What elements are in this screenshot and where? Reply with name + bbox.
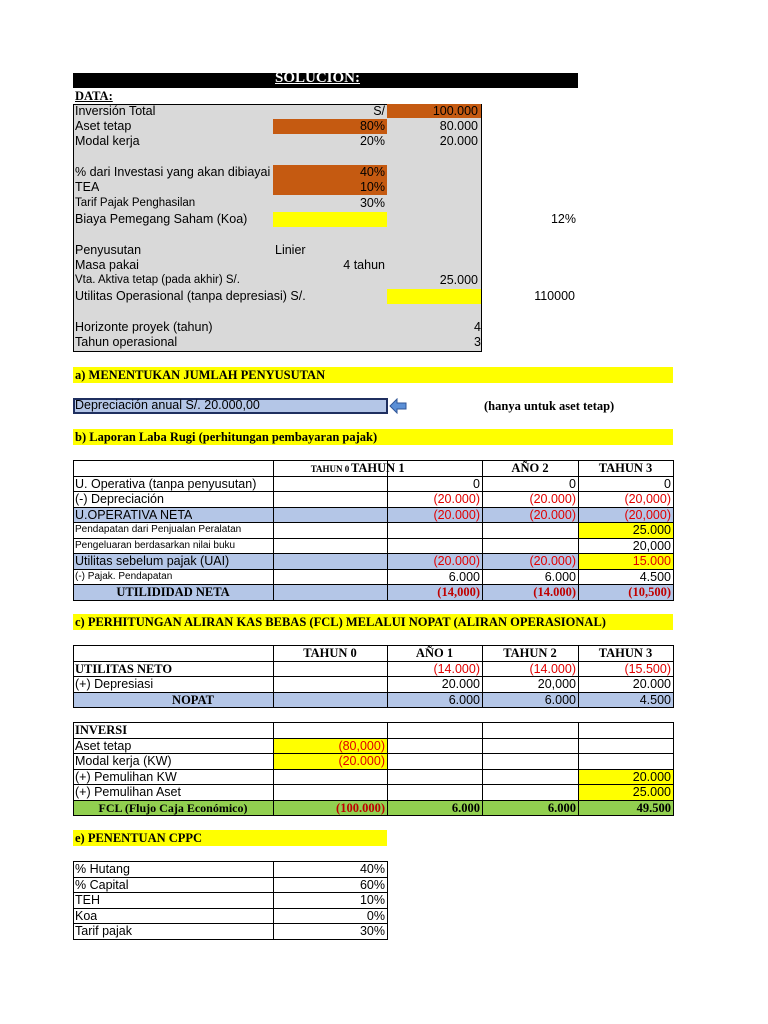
data-row-value-b: 25.000: [439, 273, 478, 287]
cell-value: (20,000): [624, 492, 671, 506]
cell-value: 6.000: [544, 569, 576, 584]
cell-value: 20.000: [632, 677, 671, 691]
cell-value: 4.500: [639, 569, 671, 584]
cell-value: 20.000: [441, 677, 480, 691]
arrow-left-icon: [389, 398, 407, 414]
col-header-tahun1: TAHUN 1: [351, 461, 405, 475]
data-row-value-a: 20%: [359, 134, 385, 148]
cell-value: 6.000: [547, 800, 576, 815]
grid-line: [73, 815, 673, 816]
data-row-value-a: 10%: [359, 180, 385, 194]
data-row-value-a: 80%: [359, 119, 385, 133]
fill-utilitas: [387, 289, 481, 304]
col-header: AÑO 1: [415, 646, 454, 660]
cell-value: (20,000): [624, 507, 671, 522]
cell-value: 6.000: [448, 569, 480, 584]
cppc-value: 40%: [359, 862, 385, 876]
grid-line: [673, 645, 674, 708]
cell-value: (14,000): [437, 585, 480, 599]
row-label: (+) Pemulihan Aset: [75, 785, 181, 799]
fcl-label: FCL (Flujo Caja Económico): [98, 800, 248, 815]
cppc-value: 0%: [366, 908, 385, 923]
cell-value: (15.500): [624, 661, 671, 676]
row-label: (-) Depreciación: [75, 492, 164, 506]
row-label: NOPAT: [172, 692, 214, 707]
data-row-label: Biaya Pemegang Saham (Koa): [75, 212, 248, 226]
data-row-value-b: 20.000: [439, 134, 478, 148]
cppc-value: 30%: [359, 924, 385, 938]
data-row-extra: 110000: [534, 289, 575, 303]
cell-value: 0: [569, 476, 576, 491]
data-row-label: % dari Investasi yang akan dibiayai: [75, 165, 271, 179]
section-a-title: a) MENENTUKAN JUMLAH PENYUSUTAN: [73, 367, 673, 383]
row-label: Utilitas sebelum pajak (UAI): [75, 554, 230, 568]
data-row-label: Masa pakai: [75, 258, 139, 272]
data-row-label: Tahun operasional: [75, 335, 178, 349]
cell-value: 6.000: [544, 692, 576, 707]
data-row-value-a: 40%: [359, 165, 385, 179]
grid-line: [387, 861, 388, 940]
grid-line: [73, 722, 673, 723]
grid-line: [73, 861, 74, 940]
cppc-label: TEH: [75, 893, 100, 907]
cell-value: (20.000): [433, 554, 480, 568]
data-row-label: Horizonte proyek (tahun): [75, 320, 213, 334]
data-row-value-b: 100.000: [432, 104, 478, 118]
row-label: U.OPERATIVA NETA: [75, 507, 193, 522]
cell-value: (14.000): [533, 585, 576, 599]
cell-value: 15.000: [632, 554, 671, 568]
col-header: TAHUN 3: [598, 646, 653, 660]
cell-value: 20,000: [537, 677, 576, 691]
data-row-value-b: 3: [474, 335, 481, 349]
cell-value: (14.000): [529, 661, 576, 676]
inversi-title: INVERSI: [75, 723, 128, 737]
row-label: (+) Depresiasi: [75, 677, 154, 691]
cell-value: 6.000: [448, 692, 480, 707]
col-header-ano2: AÑO 2: [511, 461, 549, 475]
depreciation-text: Depreciación anual S/. 20.000,00: [75, 398, 260, 412]
cppc-label: % Hutang: [75, 862, 130, 876]
grid-line: [673, 722, 674, 816]
depreciation-note: (hanya untuk aset tetap): [484, 399, 615, 413]
cppc-label: Tarif pajak: [75, 924, 132, 938]
section-c-title: c) PERHITUNGAN ALIRAN KAS BEBAS (FCL) MELALUI NOPAT (ALIRAN OPERASIONAL): [73, 614, 673, 630]
row-label: UTILIDIDAD NETA: [116, 585, 230, 599]
grid-line: [73, 707, 673, 708]
row-label: Modal kerja (KW): [75, 754, 172, 768]
grid-line: [73, 600, 673, 601]
row-label: Pengeluaran berdasarkan nilai buku: [75, 539, 236, 551]
cppc-label: % Capital: [75, 877, 129, 892]
cell-value: 6.000: [451, 800, 480, 815]
cell-value: 25.000: [632, 785, 671, 799]
data-row-value-a: 4 tahun: [343, 258, 385, 272]
data-row-label: Aset tetap: [75, 119, 132, 133]
data-row-value-b: 4: [474, 320, 481, 334]
cell-value: (20.000): [433, 507, 480, 522]
page-title: SOLUCION:: [275, 70, 361, 86]
cell-value: (80,000): [338, 738, 385, 753]
cell-value: 49.500: [636, 800, 671, 815]
cell-value: 20.000: [632, 769, 671, 784]
data-row-label: Inversión Total: [75, 104, 156, 118]
row-label: (+) Pemulihan KW: [75, 769, 177, 784]
data-row-label: Penyusutan: [75, 243, 142, 257]
data-row-value-a: 30%: [359, 196, 385, 210]
fill-koa: [273, 212, 387, 227]
data-row-value-a: S/: [373, 104, 385, 118]
cell-value: 20,000: [632, 538, 671, 553]
data-row-label: Vta. Aktiva tetap (pada akhir) S/.: [75, 274, 240, 286]
cppc-label: Koa: [75, 908, 98, 923]
data-row-label: Utilitas Operasional (tanpa depresiasi) S/.: [75, 289, 306, 303]
row-label: Aset tetap: [75, 738, 132, 753]
cell-value: (20.000): [529, 554, 576, 568]
col-header: TAHUN 2: [503, 646, 557, 660]
cell-value: (20.000): [338, 754, 385, 768]
cell-value: (14.000): [433, 661, 480, 676]
section-b-title: b) Laporan Laba Rugi (perhitungan pembayaran pajak): [73, 429, 673, 445]
col-header-tahun0: TAHUN 0: [310, 464, 350, 474]
row-label: U. Operativa (tanpa penyusutan): [75, 476, 257, 491]
grid-line: [673, 460, 674, 601]
row-label: UTILITAS NETO: [75, 661, 173, 676]
cell-value: 25.000: [632, 523, 671, 537]
section-e-title: e) PENENTUAN CPPC: [73, 830, 387, 846]
data-label: DATA:: [75, 89, 113, 103]
col-header-tahun3: TAHUN 3: [598, 461, 653, 475]
cell-value: 0: [664, 476, 671, 491]
data-row-label: TEA: [75, 180, 100, 194]
cell-value: (20.000): [529, 492, 576, 506]
cppc-value: 10%: [359, 893, 385, 907]
cell-value: (100.000): [336, 800, 385, 815]
grid-line: [73, 939, 387, 940]
cell-value: (20.000): [433, 492, 480, 506]
data-row-label: Tarif Pajak Penghasilan: [75, 197, 196, 209]
grid-line: [73, 460, 74, 601]
cell-value: 4.500: [639, 692, 671, 707]
row-label: (-) Pajak. Pendapatan: [75, 570, 173, 582]
cell-value: 0: [473, 476, 480, 491]
data-row-label: Modal kerja: [75, 134, 140, 148]
data-row-text: Linier: [275, 243, 306, 257]
cell-value: (20.000): [529, 507, 576, 522]
data-row-extra: 12%: [550, 212, 576, 226]
cppc-value: 60%: [359, 877, 385, 892]
row-label: Pendapatan dari Penjualan Peralatan: [75, 524, 242, 535]
col-header: TAHUN 0: [303, 646, 357, 660]
grid-line: [273, 460, 274, 601]
data-row-value-b: 80.000: [439, 119, 478, 133]
cell-value: (10,500): [628, 585, 671, 599]
